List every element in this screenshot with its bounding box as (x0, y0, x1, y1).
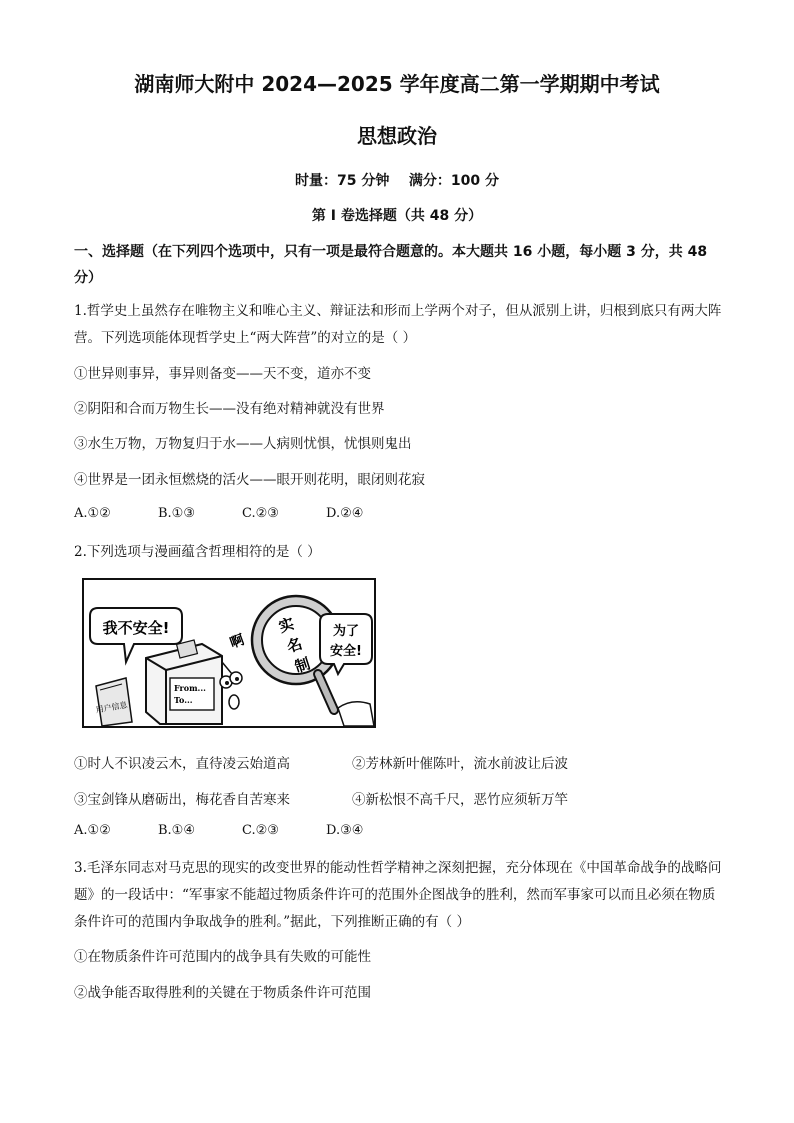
q1-option-b[interactable]: B.①③ (158, 506, 195, 521)
q2-option-c[interactable]: C.②③ (242, 823, 279, 838)
lens-char-2: 名 (284, 634, 305, 657)
bubble-right-line1: 为了 (332, 624, 360, 639)
q2-item-3: ③宝剑锋从磨砺出，梅花香自苦寒来 (74, 792, 290, 808)
q2-item-1: ①时人不识凌云木，直待凌云始道高 (74, 756, 290, 772)
q1-stem: 1.哲学史上虽然存在唯物主义和唯心主义、辩证法和形而上学两个对子，但从派别上讲，归根到底只有两大阵营。下列选项能体现哲学史上“两大阵营”的对立的是（ ） (74, 303, 722, 346)
box-label-to: To... (174, 695, 193, 705)
box-label-from: From... (174, 683, 206, 693)
q2-item-4: ④新松恨不高千尺，恶竹应须斩万竿 (352, 792, 568, 808)
q2-stem: 2.下列选项与漫画蕴含哲理相符的是（ ） (74, 544, 321, 560)
lens-char-3: 制 (292, 654, 313, 677)
part-heading: 第 I 卷选择题（共 48 分） (311, 208, 483, 224)
q2-options (74, 823, 410, 838)
q2-option-a[interactable]: A.①② (74, 823, 111, 838)
book-icon (95, 678, 132, 726)
q1-options (74, 506, 410, 521)
q1-item-1: ①世异则事异，事异则备变——天不变，道亦不变 (74, 366, 371, 382)
bubble-left-text: 我不安全! (102, 619, 170, 637)
section-heading: 一、选择题（在下列四个选项中，只有一项是最符合题意的。本大题共 16 小题，每小题 3 分，共 48 分） (74, 244, 708, 286)
bubble-right-line2: 安全! (330, 644, 362, 659)
q2-item-2: ②芳林新叶催陈叶，流水前波让后波 (352, 756, 568, 772)
exam-title: 湖南师大附中 2024—2025 学年度高二第一学期期中考试 (134, 72, 660, 96)
q1-option-c[interactable]: C.②③ (242, 506, 279, 521)
lens-char-1: 实 (276, 614, 297, 637)
subject-title: 思想政治 (357, 124, 437, 148)
q2-option-b[interactable]: B.①④ (158, 823, 195, 838)
q3-item-2: ②战争能否取得胜利的关键在于物质条件许可范围 (74, 985, 371, 1001)
q1-item-3: ③水生万物，万物复归于水——人病则忧惧，忧惧则鬼出 (74, 436, 412, 452)
book-text: 用户信息 (95, 700, 129, 715)
q3-stem: 3.毛泽东同志对马克思的现实的改变世界的能动性哲学精神之深刻把握，充分体现在《中国革命战争的战略问题》的一段话中：“军事家不能超过物质条件许可的范围外企图战争的胜利，然而军事家可以而且必须在物质条件许可的范围内争取战争的胜利。”据此，下列推断正确的有（ ） (74, 860, 722, 930)
q1-option-d[interactable]: D.②④ (326, 506, 364, 521)
sound-text: 啊 (227, 631, 247, 652)
time-and-score: 时量：75 分钟 满分：100 分 (295, 173, 499, 189)
q1-option-a[interactable]: A.①② (74, 506, 111, 521)
q1-item-2: ②阴阳和合而万物生长——没有绝对精神就没有世界 (74, 401, 385, 417)
q2-option-d[interactable]: D.③④ (326, 823, 364, 838)
cartoon-image (82, 578, 376, 728)
q1-item-4: ④世界是一团永恒燃烧的活火——眼开则花明，眼闭则花寂 (74, 472, 425, 488)
q3-item-1: ①在物质条件许可范围内的战争具有失败的可能性 (74, 949, 371, 965)
